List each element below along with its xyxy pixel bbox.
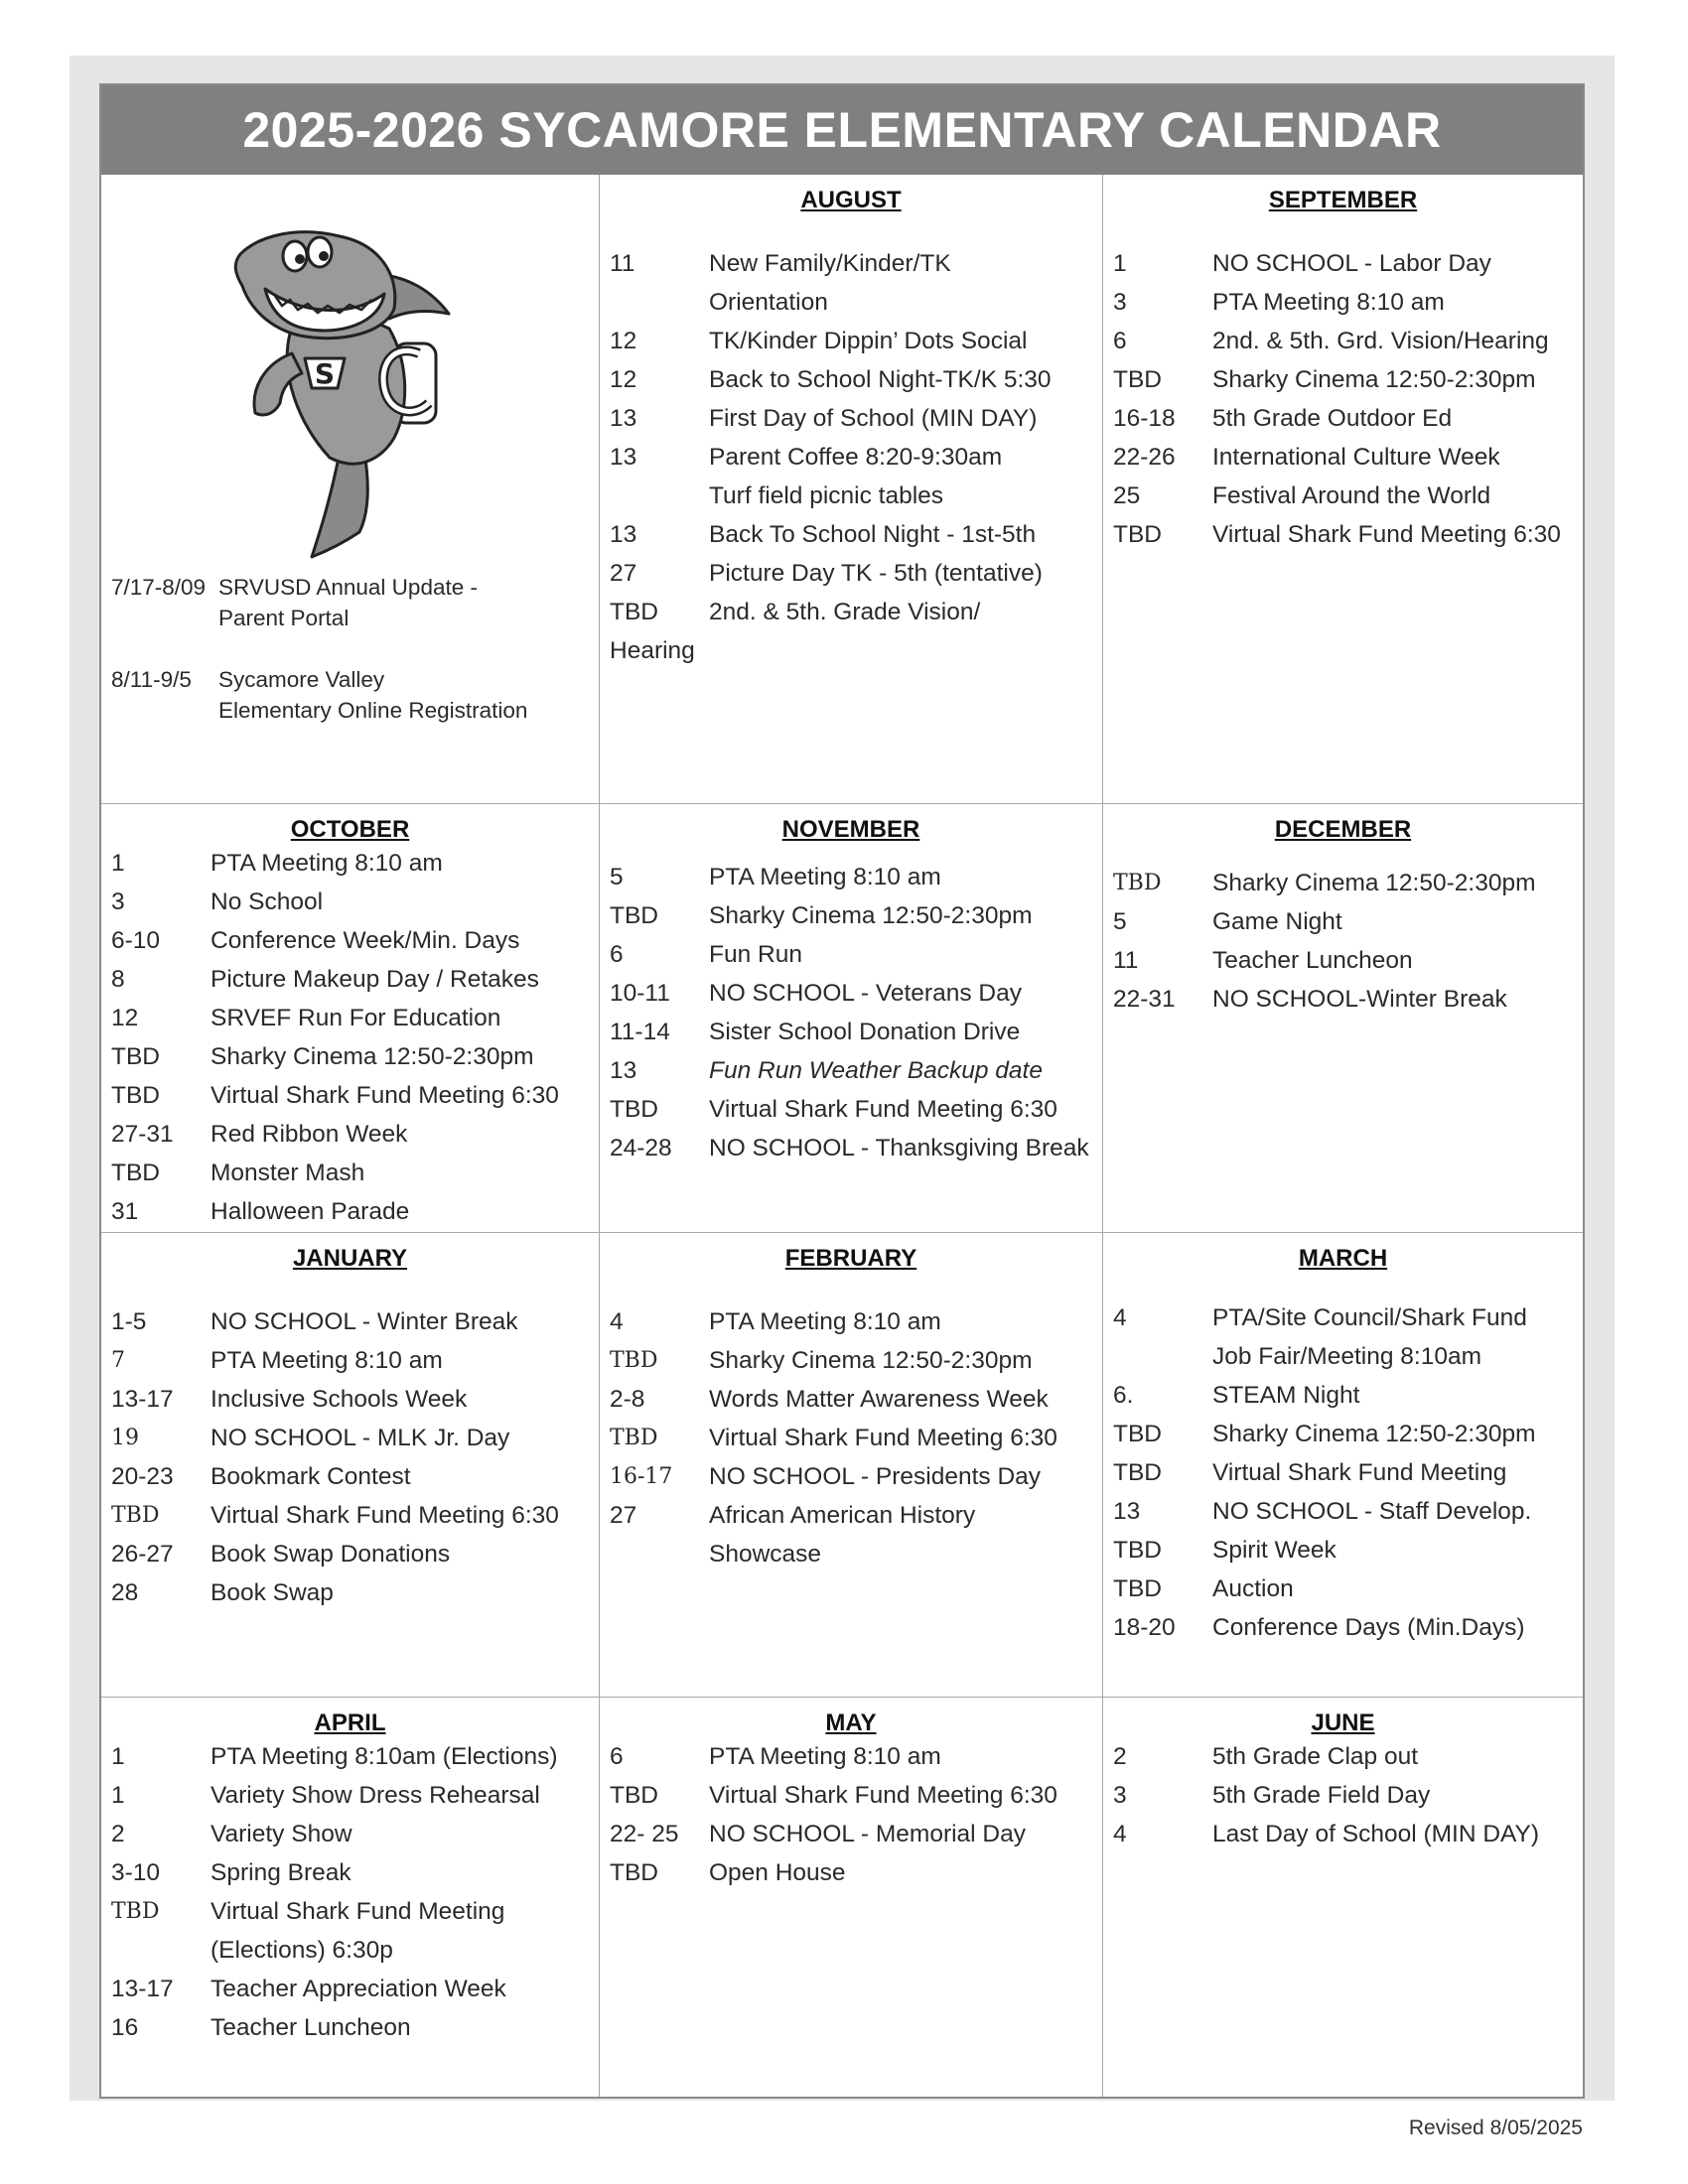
event-row	[610, 858, 1092, 896]
event-text: Teacher Appreciation Week	[211, 1976, 506, 2002]
event-row	[1113, 399, 1573, 438]
event-text: Conference Week/Min. Days	[211, 927, 520, 954]
event-text: PTA Meeting 8:10 am	[709, 1308, 941, 1335]
intro-item-portal	[111, 572, 478, 633]
intro-date: 8/11-9/5	[111, 667, 192, 692]
event-date: 5	[610, 864, 624, 890]
event-date: 11	[610, 250, 635, 277]
event-row	[111, 1737, 589, 1776]
event-row	[111, 1115, 589, 1154]
event-date: 3-10	[111, 1859, 161, 1886]
event-date: TBD	[111, 1043, 160, 1070]
event-text: Sharky Cinema 12:50-2:30pm	[1212, 870, 1536, 896]
event-text: No School	[211, 888, 324, 915]
event-date: 16	[111, 2014, 139, 2041]
event-text: Virtual Shark Fund Meeting 6:30	[709, 1782, 1057, 1809]
event-text: TK/Kinder Dippin’ Dots Social	[709, 328, 1028, 354]
event-row	[111, 999, 589, 1037]
event-text: Book Swap	[211, 1579, 334, 1606]
event-date: 6-10	[111, 927, 161, 954]
event-date: 13	[610, 405, 637, 432]
event-date: 19	[111, 1426, 139, 1450]
event-date: 25	[1113, 482, 1141, 509]
event-row	[610, 1776, 1092, 1815]
event-row	[111, 921, 589, 960]
event-date: 1	[111, 850, 125, 877]
event-row	[610, 515, 1092, 554]
event-row	[111, 960, 589, 999]
event-date: TBD	[111, 1160, 160, 1186]
event-row	[610, 1129, 1092, 1167]
event-text: PTA Meeting 8:10am (Elections)	[211, 1743, 558, 1770]
event-row	[111, 1037, 589, 1076]
svg-text:S: S	[314, 357, 336, 390]
event-date: 28	[111, 1579, 139, 1606]
event-date: 8	[111, 966, 125, 993]
event-date: 13	[1113, 1498, 1141, 1525]
event-date: TBD	[1113, 366, 1162, 393]
event-row	[1113, 864, 1573, 902]
month-cell-june	[1103, 1698, 1583, 2097]
event-date: 6	[1113, 328, 1127, 354]
event-date: 24-28	[610, 1135, 672, 1161]
event-row	[1113, 244, 1573, 283]
event-date: 1-5	[111, 1308, 147, 1335]
event-date: 1	[111, 1743, 125, 1770]
event-text: Book Swap Donations	[211, 1541, 451, 1568]
event-row	[1113, 1570, 1573, 1608]
event-row	[610, 593, 1092, 631]
event-date: 13-17	[111, 1976, 174, 2002]
event-date: TBD	[610, 1782, 658, 1809]
event-row	[610, 1380, 1092, 1419]
event-date: 16-18	[1113, 405, 1176, 432]
month-cell-september	[1103, 175, 1583, 804]
event-row	[1113, 438, 1573, 477]
event-text: Virtual Shark Fund Meeting 6:30	[709, 1425, 1057, 1451]
month-heading: NOVEMBER	[781, 816, 920, 843]
event-row	[610, 1419, 1092, 1457]
month-heading: JUNE	[1311, 1709, 1375, 1736]
event-row	[610, 322, 1092, 360]
event-row	[610, 399, 1092, 438]
event-row	[111, 1076, 589, 1115]
event-row	[1113, 515, 1573, 554]
event-date	[1113, 1337, 1212, 1376]
event-date: 27	[610, 560, 637, 587]
event-row	[111, 1419, 589, 1457]
event-text: Teacher Luncheon	[1212, 947, 1413, 974]
month-cell-may	[600, 1698, 1103, 2097]
event-date: TBD	[111, 1503, 160, 1528]
event-row	[111, 1535, 589, 1573]
event-text: NO SCHOOL - Memorial Day	[709, 1821, 1027, 1847]
intro-cell	[101, 175, 600, 804]
intro-item-registration	[111, 664, 527, 726]
event-text: Monster Mash	[211, 1160, 365, 1186]
event-date: 10-11	[610, 980, 670, 1007]
event-text: Back to School Night-TK/K 5:30	[709, 366, 1052, 393]
event-date: TBD	[1113, 1575, 1162, 1602]
event-text: PTA/Site Council/Shark Fund	[1212, 1304, 1527, 1331]
event-date: 2	[1113, 1743, 1127, 1770]
event-text: Halloween Parade	[211, 1198, 410, 1225]
event-text: Inclusive Schools Week	[211, 1386, 468, 1413]
event-text: SRVEF Run For Education	[211, 1005, 501, 1031]
event-text: Spring Break	[211, 1859, 352, 1886]
event-date: 2-8	[610, 1386, 645, 1413]
event-date: 3	[1113, 1782, 1127, 1809]
event-row	[610, 438, 1092, 477]
event-text: Turf field picnic tables	[709, 482, 944, 509]
event-date: 31	[111, 1198, 139, 1225]
event-date: TBD	[610, 902, 658, 929]
event-row	[1113, 1337, 1573, 1376]
event-text: Sharky Cinema 12:50-2:30pm	[1212, 366, 1536, 393]
event-text: Virtual Shark Fund Meeting 6:30	[709, 1096, 1057, 1123]
event-row	[610, 1013, 1092, 1051]
event-date: 12	[610, 366, 637, 393]
event-text: Picture Makeup Day / Retakes	[211, 966, 539, 993]
event-date: 6.	[1113, 1382, 1134, 1409]
intro-text: Parent Portal	[218, 606, 350, 630]
event-text: Showcase	[709, 1541, 822, 1568]
revised-date: Revised 8/05/2025	[1408, 2116, 1583, 2139]
event-row	[610, 1815, 1092, 1853]
event-date: 7	[111, 1348, 125, 1373]
event-date: TBD	[610, 1426, 658, 1450]
event-row	[1113, 941, 1573, 980]
event-row	[111, 1853, 589, 1892]
event-text: NO SCHOOL - Staff Develop.	[1212, 1498, 1532, 1525]
event-date: 6	[610, 1743, 624, 1770]
event-row	[610, 896, 1092, 935]
event-text: Virtual Shark Fund Meeting 6:30	[211, 1082, 559, 1109]
event-row	[1113, 322, 1573, 360]
event-date: Hearing	[610, 637, 695, 664]
event-date: 1	[1113, 250, 1127, 277]
event-row	[111, 1776, 589, 1815]
event-date: 20-23	[111, 1463, 174, 1490]
event-text	[709, 631, 1092, 670]
event-row	[111, 1970, 589, 2008]
event-text: Game Night	[1212, 908, 1342, 935]
event-text: Variety Show Dress Rehearsal	[211, 1782, 540, 1809]
event-text: Fun Run	[709, 941, 802, 968]
event-text: First Day of School (MIN DAY)	[709, 405, 1038, 432]
event-text: Fun Run Weather Backup date	[709, 1057, 1043, 1084]
event-date: 27	[610, 1502, 637, 1529]
intro-text: SRVUSD Annual Update -	[218, 575, 478, 600]
event-text: NO SCHOOL-Winter Break	[1212, 986, 1507, 1013]
event-text: Sharky Cinema 12:50-2:30pm	[211, 1043, 534, 1070]
event-text: NO SCHOOL - Veterans Day	[709, 980, 1022, 1007]
event-row	[111, 844, 589, 883]
event-row	[610, 477, 1092, 515]
event-row	[1113, 1815, 1573, 1853]
event-date: TBD	[1113, 521, 1162, 548]
month-cell-january	[101, 1233, 600, 1698]
event-text: Sister School Donation Drive	[709, 1019, 1021, 1045]
event-row	[1113, 980, 1573, 1019]
event-date: 22-31	[1113, 986, 1176, 1013]
event-text: Festival Around the World	[1212, 482, 1491, 509]
event-date: 22- 25	[610, 1821, 679, 1847]
event-text: Bookmark Contest	[211, 1463, 411, 1490]
event-row	[610, 935, 1092, 974]
event-row	[610, 1302, 1092, 1341]
event-row	[1113, 1776, 1573, 1815]
month-cell-february	[600, 1233, 1103, 1698]
event-row	[1113, 1608, 1573, 1647]
event-text: Back To School Night - 1st-5th	[709, 521, 1037, 548]
event-text: PTA Meeting 8:10 am	[709, 864, 941, 890]
event-text: Auction	[1212, 1575, 1294, 1602]
event-row	[111, 1573, 589, 1612]
event-text: Spirit Week	[1212, 1537, 1336, 1564]
event-row	[111, 1302, 589, 1341]
calendar-title: 2025-2026 SYCAMORE ELEMENTARY CALENDAR	[101, 85, 1583, 175]
event-row	[111, 1380, 589, 1419]
event-date: 13	[610, 521, 637, 548]
calendar-grid	[101, 175, 1583, 2097]
event-date: TBD	[610, 1348, 658, 1373]
event-text: Job Fair/Meeting 8:10am	[1212, 1343, 1481, 1370]
month-heading: MAY	[825, 1709, 877, 1736]
month-cell-november	[600, 804, 1103, 1233]
event-text: Variety Show	[211, 1821, 352, 1847]
event-row	[111, 1496, 589, 1535]
event-row	[1113, 1415, 1573, 1453]
event-date: 13	[610, 444, 637, 471]
month-cell-october	[101, 804, 600, 1233]
event-text: NO SCHOOL - Thanksgiving Break	[709, 1135, 1089, 1161]
event-row	[1113, 1492, 1573, 1531]
event-row	[111, 1892, 589, 1931]
event-row	[1113, 477, 1573, 515]
event-row	[1113, 360, 1573, 399]
event-date	[610, 477, 709, 515]
event-row	[1113, 1531, 1573, 1570]
event-row	[610, 1090, 1092, 1129]
event-date: 13	[610, 1057, 637, 1084]
event-date: TBD	[111, 1899, 160, 1924]
event-date: 3	[1113, 289, 1127, 316]
event-date: 6	[610, 941, 624, 968]
event-text: Sharky Cinema 12:50-2:30pm	[709, 1347, 1033, 1374]
event-date: TBD	[610, 1859, 658, 1886]
event-date: 18-20	[1113, 1614, 1176, 1641]
event-date: TBD	[1113, 871, 1162, 895]
event-text: NO SCHOOL - Presidents Day	[709, 1463, 1042, 1490]
event-row	[111, 1815, 589, 1853]
event-text: Last Day of School (MIN DAY)	[1212, 1821, 1540, 1847]
event-row	[1113, 1298, 1573, 1337]
event-text: Words Matter Awareness Week	[709, 1386, 1049, 1413]
event-date: 12	[610, 328, 637, 354]
event-text: (Elections) 6:30p	[211, 1937, 393, 1964]
event-text: NO SCHOOL - Winter Break	[211, 1308, 518, 1335]
intro-date: 7/17-8/09	[111, 575, 207, 600]
event-row	[610, 1853, 1092, 1892]
event-text: Conference Days (Min.Days)	[1212, 1614, 1525, 1641]
calendar-sheet	[99, 83, 1585, 2099]
event-date: 11	[1113, 947, 1139, 974]
intro-text: Sycamore Valley	[218, 667, 385, 692]
event-row	[610, 1457, 1092, 1496]
event-row	[610, 244, 1092, 283]
event-row	[111, 1931, 589, 1970]
event-date: 12	[111, 1005, 139, 1031]
event-date: 5	[1113, 908, 1127, 935]
event-row	[1113, 1376, 1573, 1415]
event-text: NO SCHOOL - MLK Jr. Day	[211, 1425, 510, 1451]
event-date: 16-17	[610, 1464, 673, 1489]
event-date	[111, 1931, 211, 1970]
event-text: African American History	[709, 1502, 976, 1529]
event-text: PTA Meeting 8:10 am	[211, 850, 443, 877]
event-text: Sharky Cinema 12:50-2:30pm	[1212, 1421, 1536, 1447]
event-row	[610, 283, 1092, 322]
event-text: PTA Meeting 8:10 am	[211, 1347, 443, 1374]
event-text: PTA Meeting 8:10 am	[709, 1743, 941, 1770]
event-date: TBD	[1113, 1537, 1162, 1564]
event-text: Red Ribbon Week	[211, 1121, 408, 1148]
event-date	[610, 283, 709, 322]
event-text: STEAM Night	[1212, 1382, 1360, 1409]
event-date: 11-14	[610, 1019, 670, 1045]
event-text: Parent Coffee 8:20-9:30am	[709, 444, 1003, 471]
month-heading: JANUARY	[292, 1245, 408, 1272]
event-row	[610, 1737, 1092, 1776]
month-heading: MARCH	[1298, 1245, 1388, 1272]
event-date: 4	[1113, 1304, 1127, 1331]
event-date: 22-26	[1113, 444, 1176, 471]
event-date: 27-31	[111, 1121, 174, 1148]
event-row	[111, 1154, 589, 1192]
event-text: Orientation	[709, 289, 828, 316]
event-row	[1113, 1453, 1573, 1492]
intro-text: Elementary Online Registration	[218, 698, 528, 723]
event-row	[610, 974, 1092, 1013]
event-row	[610, 554, 1092, 593]
event-date: TBD	[1113, 1459, 1162, 1486]
event-text: Sharky Cinema 12:50-2:30pm	[709, 902, 1033, 929]
event-text: New Family/Kinder/TK	[709, 250, 951, 277]
event-row	[1113, 902, 1573, 941]
month-cell-august	[600, 175, 1103, 804]
event-date: 4	[1113, 1821, 1127, 1847]
month-heading: OCTOBER	[290, 816, 410, 843]
month-heading: DECEMBER	[1274, 816, 1412, 843]
event-text: Virtual Shark Fund Meeting 6:30	[211, 1502, 559, 1529]
event-date: TBD	[1113, 1421, 1162, 1447]
event-date: 3	[111, 888, 125, 915]
event-text: Virtual Shark Fund Meeting	[211, 1898, 505, 1925]
event-date: TBD	[610, 1096, 658, 1123]
event-row	[111, 1192, 589, 1231]
event-row	[111, 883, 589, 921]
event-date: TBD	[111, 1082, 160, 1109]
event-text: International Culture Week	[1212, 444, 1500, 471]
event-row	[610, 631, 1092, 670]
month-cell-march	[1103, 1233, 1583, 1698]
event-text: Picture Day TK - 5th (tentative)	[709, 560, 1043, 587]
event-date: 4	[610, 1308, 624, 1335]
shark-mascot-icon	[220, 214, 479, 572]
event-text: 5th Grade Clap out	[1212, 1743, 1419, 1770]
event-text: PTA Meeting 8:10 am	[1212, 289, 1445, 316]
month-heading: SEPTEMBER	[1268, 187, 1418, 213]
month-heading: AUGUST	[800, 187, 902, 213]
month-heading: FEBRUARY	[784, 1245, 917, 1272]
month-heading: APRIL	[314, 1709, 386, 1736]
event-date: 13-17	[111, 1386, 174, 1413]
month-cell-april	[101, 1698, 600, 2097]
event-row	[111, 1341, 589, 1380]
event-date: 2	[111, 1821, 125, 1847]
event-row	[610, 360, 1092, 399]
event-text: Virtual Shark Fund Meeting 6:30	[1212, 521, 1561, 548]
event-text: NO SCHOOL - Labor Day	[1212, 250, 1491, 277]
event-text: 2nd. & 5th. Grd. Vision/Hearing	[1212, 328, 1549, 354]
event-text: Open House	[709, 1859, 846, 1886]
event-date: TBD	[610, 599, 658, 625]
event-row	[1113, 1737, 1573, 1776]
event-text: Teacher Luncheon	[211, 2014, 411, 2041]
event-row	[1113, 283, 1573, 322]
month-cell-december	[1103, 804, 1583, 1233]
event-row	[610, 1051, 1092, 1090]
event-text: Virtual Shark Fund Meeting	[1212, 1459, 1507, 1486]
event-text: 2nd. & 5th. Grade Vision/	[709, 599, 981, 625]
event-date: 1	[111, 1782, 125, 1809]
event-row	[610, 1341, 1092, 1380]
event-row	[610, 1535, 1092, 1573]
event-text: 5th Grade Field Day	[1212, 1782, 1431, 1809]
event-date: 26-27	[111, 1541, 174, 1568]
event-row	[610, 1496, 1092, 1535]
event-date	[610, 1535, 709, 1573]
event-row	[111, 1457, 589, 1496]
event-text: 5th Grade Outdoor Ed	[1212, 405, 1453, 432]
event-row	[111, 2008, 589, 2047]
